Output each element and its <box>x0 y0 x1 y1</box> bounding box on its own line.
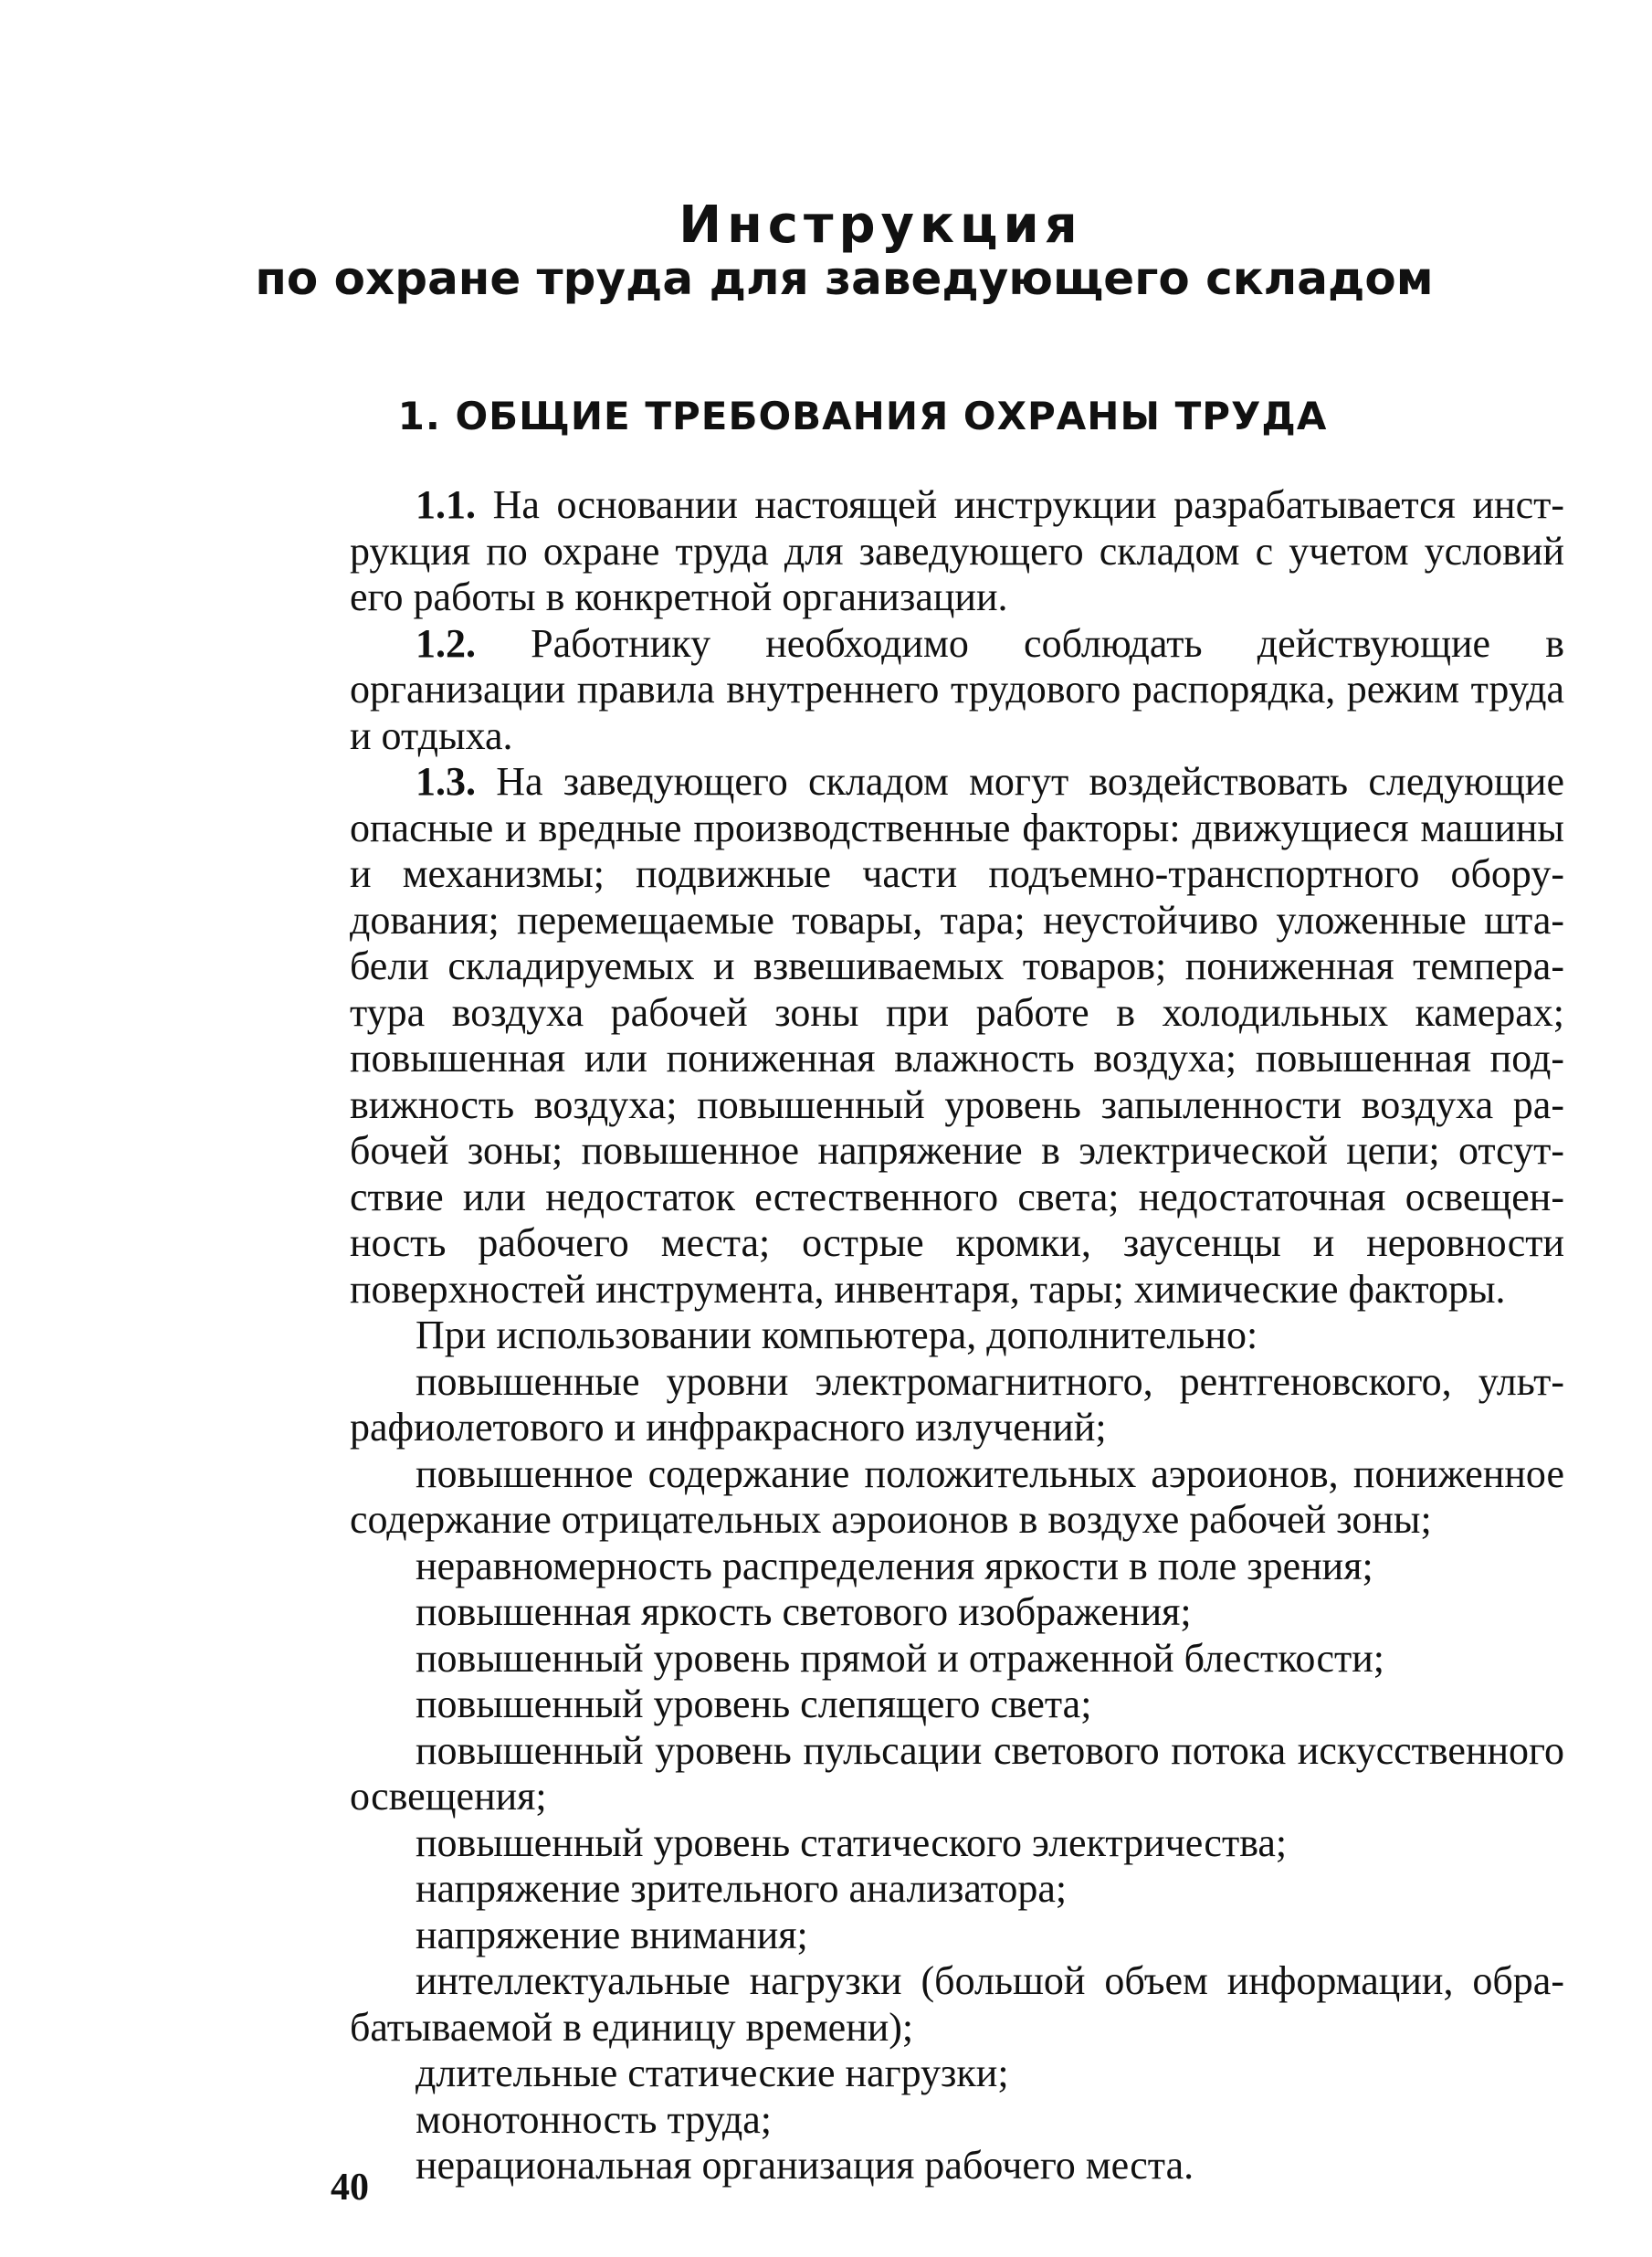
clause-number: 1.2. <box>416 620 476 666</box>
list-item: длительные статические нагрузки; <box>416 2051 1009 2095</box>
list-item: интеллектуальные нагрузки (большой объем информации, обрабатываемой в единицу времени); <box>350 1958 1564 2050</box>
document-title: Инструкция <box>679 195 1083 255</box>
body-text <box>350 482 1564 2189</box>
clause-number: 1.3. <box>416 759 476 804</box>
list-item: напряжение зрительного анализатора; <box>416 1866 1068 1911</box>
section-heading: 1. ОБЩИЕ ТРЕБОВАНИЯ ОХРАНЫ ТРУДА <box>397 394 1328 438</box>
list-item: монотонность труда; <box>416 2096 773 2142</box>
clause-text: На основании настоящей инструкции разрабатывается инструкция по охране труда для заведующего складом с учетом условий его работы в конкретной организации. <box>350 482 1564 619</box>
clause-1-1 <box>350 482 1564 621</box>
list-item: повышенный уровень пульсации светового потока искусственного освещения; <box>350 1727 1564 1819</box>
list-item: повышенная яркость светового изображения; <box>416 1589 1192 1634</box>
clause-text: На заведующего складом могут воздействовать следующие опасные и вредные производственные факторы: движущиеся машины и механизмы; подвижные части подъемно-транспортного оборудования; перемещаемые товары, тара; неустойчиво уложенные штабели складируемых и взвешиваемых товаров; пониженная температура воздуха рабочей зоны при работе в холодильных камерах; повышенная или пониженная влажность воздуха; повышенная подвижность воздуха; повышенный уровень запыленности воздуха рабочей зоны; повышенное напряжение в электрической цепи; отсутствие или недостаток естественного света; недостаточная освещенность рабочего места; острые кромки, заусенцы и неровности поверхностей инструмента, инвентаря, тары; химические факторы. <box>350 759 1564 1312</box>
list-item: напряжение внимания; <box>416 1912 808 1957</box>
clause-1-2 <box>350 621 1564 760</box>
list-item: повышенное содержание положительных аэроионов, пониженное содержание отрицательных аэроионов в воздухе рабочей зоны; <box>350 1450 1564 1542</box>
document-subtitle: по охране труда для заведующего складом <box>255 252 1434 305</box>
clause-1-3 <box>350 759 1564 1313</box>
list-item: нерациональная организация рабочего места. <box>416 2143 1194 2188</box>
list-item: повышенный уровень статического электричества; <box>416 1819 1288 1865</box>
computer-intro: При использовании компьютера, дополнительно: <box>416 1313 1258 1357</box>
clause-text: Работнику необходимо соблюдать действующие в организации правила внутреннего трудового распорядка, режим труда и отдыха. <box>350 620 1564 758</box>
list-item: повышенные уровни электромагнитного, рентгеновского, ультрафиолетового и инфракрасного излучений; <box>350 1358 1564 1450</box>
list-item: повышенный уровень прямой и отраженной блесткости; <box>416 1635 1384 1681</box>
clause-number: 1.1. <box>416 482 476 527</box>
page-number: 40 <box>331 2167 369 2209</box>
list-item: повышенный уровень слепящего света; <box>416 1682 1092 1726</box>
list-item: неравномерность распределения яркости в поле зрения; <box>416 1543 1373 1588</box>
